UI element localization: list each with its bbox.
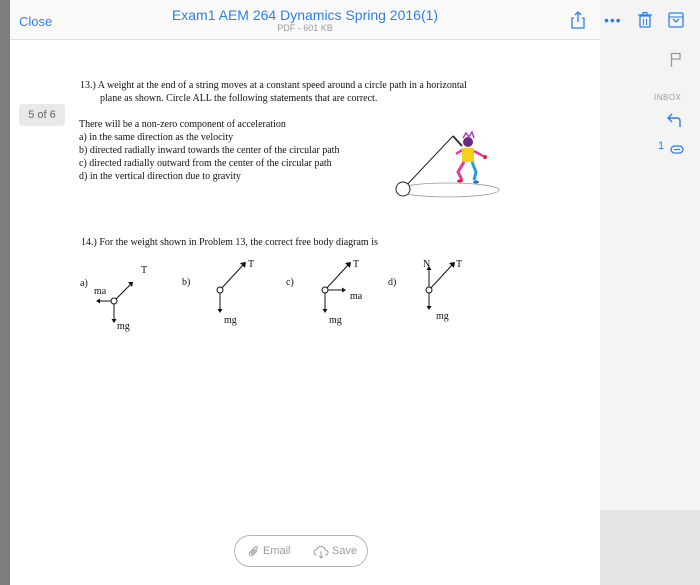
trash-icon[interactable] bbox=[638, 12, 652, 33]
question-14: 14.) For the weight shown in Problem 13, the correct free body diagram is bbox=[81, 237, 378, 248]
diagram-c-label-mg: mg bbox=[329, 315, 342, 326]
email-button[interactable]: Email bbox=[263, 545, 291, 557]
diagram-a-label-mg: mg bbox=[117, 321, 130, 332]
more-icon[interactable]: ••• bbox=[604, 12, 622, 28]
option-a: a) in the same direction as the velocity bbox=[79, 132, 234, 143]
document-title: Exam1 AEM 264 Dynamics Spring 2016(1) bbox=[171, 7, 439, 23]
left-edge-panel bbox=[0, 0, 10, 585]
question-13-options bbox=[79, 118, 339, 183]
question-13 bbox=[80, 79, 540, 105]
paperclip-icon bbox=[248, 546, 260, 558]
question-13-line1: 13.) A weight at the end of a string moves at a constant speed around a circle path in a horizontal bbox=[80, 80, 467, 91]
archive-icon[interactable] bbox=[668, 12, 684, 33]
paperclip-icon bbox=[670, 141, 684, 159]
options-intro: There will be a non-zero component of acceleration bbox=[79, 119, 286, 130]
diagram-b-letter: b) bbox=[182, 277, 191, 288]
attachment-count: 1 bbox=[658, 140, 665, 152]
action-pill bbox=[234, 535, 368, 567]
page-indicator: 5 of 6 bbox=[19, 104, 65, 126]
diagram-c-label-T: T bbox=[353, 259, 360, 270]
inbox-label: INBOX bbox=[654, 93, 682, 102]
diagram-a-letter: a) bbox=[80, 278, 88, 289]
flag-icon[interactable] bbox=[670, 52, 682, 73]
cloud-download-icon bbox=[313, 545, 329, 559]
dancer-figure bbox=[453, 132, 487, 184]
side-panel-footer bbox=[600, 510, 700, 585]
option-b: b) directed radially inward towards the center of the circular path bbox=[79, 145, 340, 156]
save-button[interactable]: Save bbox=[332, 545, 358, 557]
viewer-header bbox=[10, 0, 600, 40]
pdf-viewer bbox=[10, 0, 600, 585]
diagram-c-label-ma: ma bbox=[350, 291, 363, 302]
diagram-a-label-T: T bbox=[141, 265, 148, 276]
diagram-d-label-mg: mg bbox=[436, 311, 449, 322]
option-d: d) in the vertical direction due to gravity bbox=[79, 171, 241, 182]
option-c: c) directed radially outward from the center of the circular path bbox=[79, 158, 332, 169]
diagram-a-label-ma: ma bbox=[94, 286, 107, 297]
diagram-c-letter: c) bbox=[286, 277, 294, 288]
diagram-d-label-T: T bbox=[456, 259, 463, 270]
mail-side-panel bbox=[600, 0, 700, 585]
diagram-b-label-T: T bbox=[248, 259, 255, 270]
diagram-d-letter: d) bbox=[388, 277, 397, 288]
diagram-b-label-mg: mg bbox=[224, 315, 237, 326]
document-subtitle: PDF - 601 KB bbox=[277, 23, 333, 33]
close-button[interactable]: Close bbox=[19, 14, 53, 29]
question-13-line2: plane as shown. Circle ALL the following statements that are correct. bbox=[100, 93, 378, 104]
circular-motion-figure bbox=[390, 128, 500, 203]
reply-icon[interactable] bbox=[666, 112, 682, 133]
share-icon[interactable] bbox=[570, 11, 586, 34]
diagram-d-label-N: N bbox=[423, 259, 431, 270]
